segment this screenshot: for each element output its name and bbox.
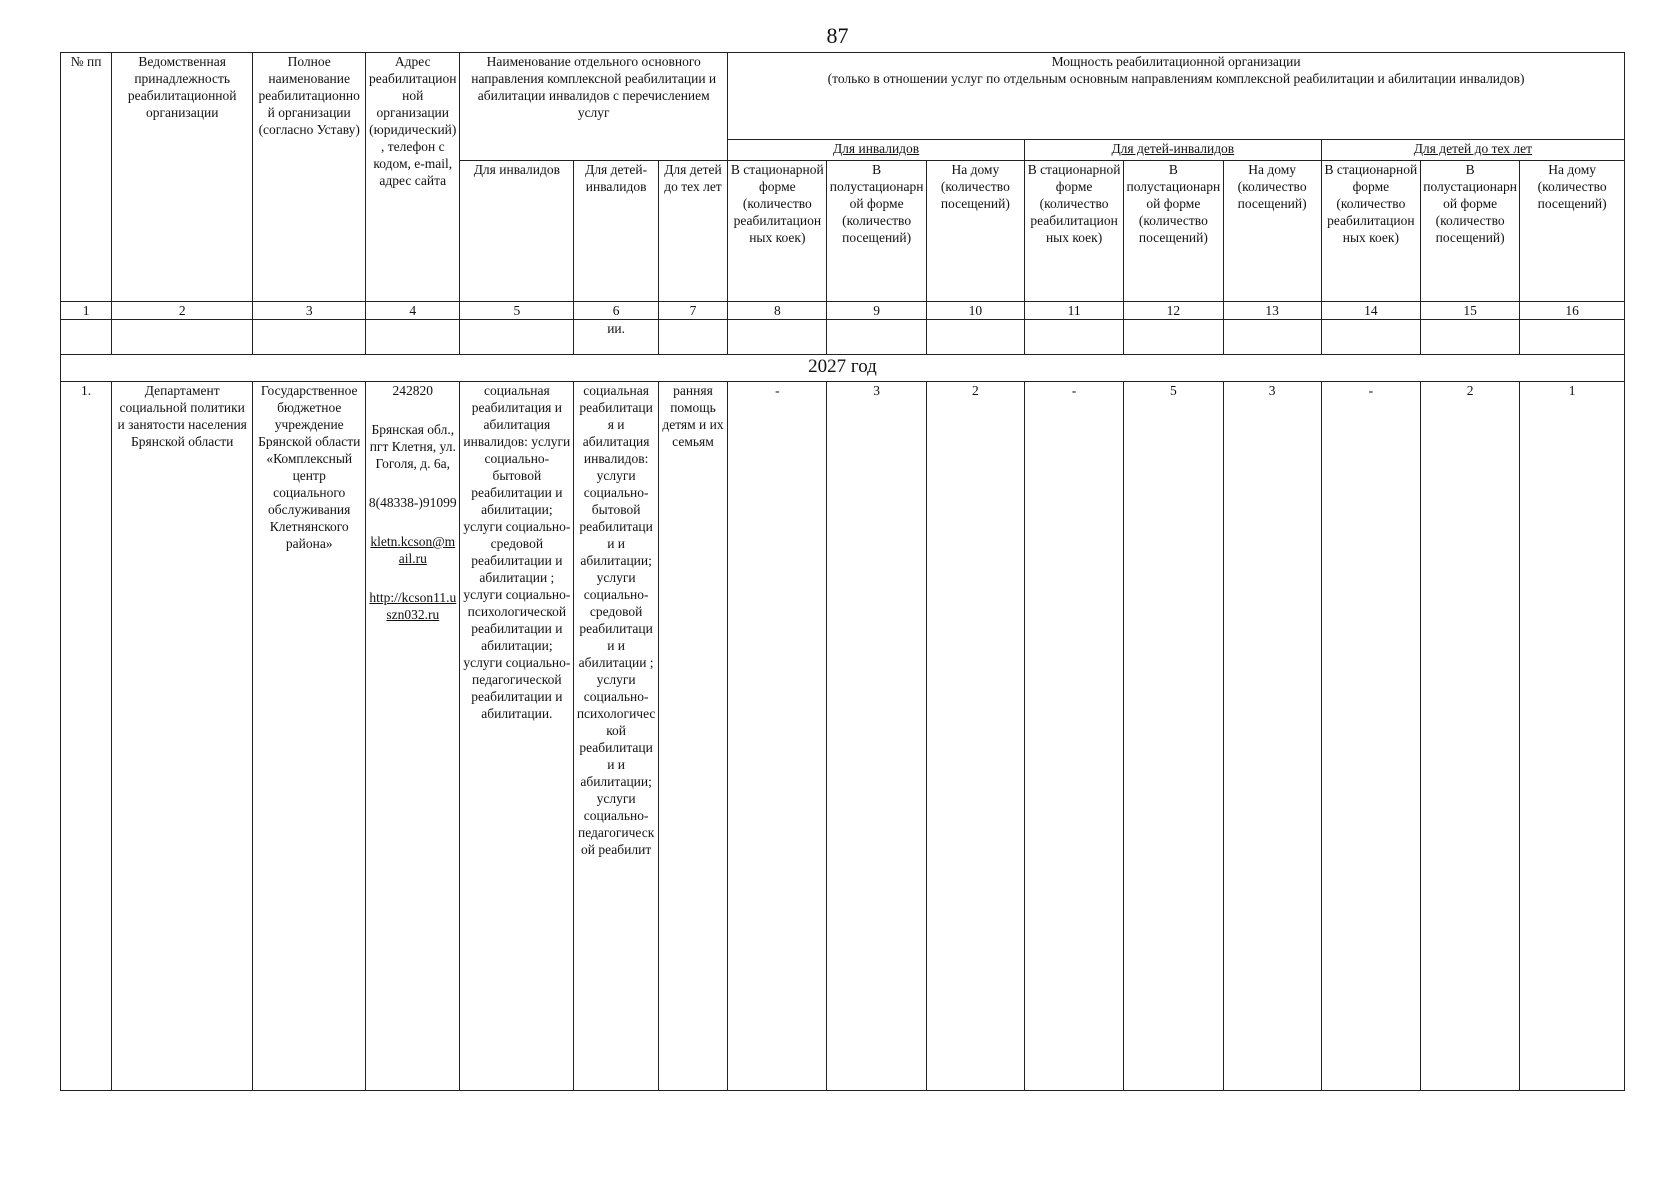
carryover-row bbox=[61, 320, 1625, 355]
group-disabled-children: Для детей-инвалидов bbox=[1024, 140, 1321, 161]
rehab-organizations-table bbox=[60, 52, 1625, 1091]
form-semi-stationary: В полустационарной форме (количество посещений) bbox=[1124, 161, 1223, 302]
column-number: 15 bbox=[1421, 302, 1520, 320]
capacity-young-children-semi-stationary: 2 bbox=[1421, 382, 1520, 1091]
capacity-young-children-home: 1 bbox=[1520, 382, 1625, 1091]
column-number: 11 bbox=[1024, 302, 1123, 320]
header-capacity-note: (только в отношении услуг по отдельным основным направлениям комплексной реабилитации и абилитации инвалидов) bbox=[827, 71, 1525, 86]
capacity-disabled-children-home: 3 bbox=[1223, 382, 1321, 1091]
header-capacity-title: Мощность реабилитационной организации bbox=[1051, 54, 1301, 69]
row-address bbox=[366, 382, 460, 1091]
column-number: 14 bbox=[1321, 302, 1420, 320]
column-number: 7 bbox=[658, 302, 727, 320]
column-number-row bbox=[61, 302, 1625, 320]
email-link[interactable]: kletn.kcson@mail.ru bbox=[370, 534, 456, 566]
capacity-adults-home: 2 bbox=[926, 382, 1024, 1091]
capacity-young-children-stationary: - bbox=[1321, 382, 1420, 1091]
form-home: На дому (количество посещений) bbox=[1520, 161, 1625, 302]
group-young-children: Для детей до тех лет bbox=[1321, 140, 1624, 161]
direction-adults: Для инвалидов bbox=[460, 161, 574, 302]
header-affiliation: Ведомственная принадлежность реабилитационной организации bbox=[112, 53, 253, 302]
address-postcode: 242820 bbox=[392, 383, 434, 398]
header-direction: Наименование отдельного основного направления комплексной реабилитации и абилитации инвалидов с перечислением услуг bbox=[460, 53, 728, 161]
capacity-disabled-children-stationary: - bbox=[1024, 382, 1123, 1091]
direction-young-children: Для детей до тех лет bbox=[658, 161, 727, 302]
header-num: № пп bbox=[61, 53, 112, 302]
form-stationary: В стационарной форме (количество реабилитационных коек) bbox=[1321, 161, 1420, 302]
form-stationary: В стационарной форме (количество реабилитационных коек) bbox=[728, 161, 827, 302]
column-number: 10 bbox=[926, 302, 1024, 320]
form-home: На дому (количество посещений) bbox=[926, 161, 1024, 302]
form-stationary: В стационарной форме (количество реабилитационных коек) bbox=[1024, 161, 1123, 302]
carryover-text: ии. bbox=[574, 320, 658, 355]
column-number: 1 bbox=[61, 302, 112, 320]
column-number: 12 bbox=[1124, 302, 1223, 320]
column-number: 4 bbox=[366, 302, 460, 320]
capacity-adults-semi-stationary: 3 bbox=[827, 382, 926, 1091]
column-number: 2 bbox=[112, 302, 253, 320]
row-full-name: Государственное бюджетное учреждение Брянской области «Комплексный центр социального обслуживания Клетнянского района» bbox=[253, 382, 366, 1091]
header-capacity bbox=[728, 53, 1625, 140]
page-number: 87 bbox=[826, 23, 849, 48]
form-semi-stationary: В полустационарной форме (количество посещений) bbox=[1421, 161, 1520, 302]
column-number: 8 bbox=[728, 302, 827, 320]
header-address: Адрес реабилитационной организации (юридический), телефон с кодом, e-mail, адрес сайта bbox=[366, 53, 460, 302]
direction-disabled-children: Для детей-инвалидов bbox=[574, 161, 658, 302]
column-number: 3 bbox=[253, 302, 366, 320]
column-number: 5 bbox=[460, 302, 574, 320]
header-full-name: Полное наименование реабилитационной организации (согласно Уставу) bbox=[253, 53, 366, 302]
column-number: 6 bbox=[574, 302, 658, 320]
row-services-adults: социальная реабилитация и абилитация инвалидов: услуги социально-бытовой реабилитации и абилитации; услуги социально-средовой реабилитации и абилитации ; услуги социально-психологической реабилитации и абилитации; услуги социально-педагогической реабилитации и абилитации. bbox=[460, 382, 574, 1091]
column-number: 9 bbox=[827, 302, 926, 320]
form-semi-stationary: В полустационарной форме (количество посещений) bbox=[827, 161, 926, 302]
column-number: 13 bbox=[1223, 302, 1321, 320]
table-row bbox=[61, 382, 1625, 1091]
address-phone: 8(48338-)91099 bbox=[368, 495, 457, 510]
row-services-early-help: ранняя помощь детям и их семьям bbox=[658, 382, 727, 1091]
group-adults: Для инвалидов bbox=[728, 140, 1025, 161]
row-number: 1. bbox=[61, 382, 112, 1091]
website-link[interactable]: http://kcson11.uszn032.ru bbox=[369, 590, 457, 622]
row-affiliation: Департамент социальной политики и занятости населения Брянской области bbox=[112, 382, 253, 1091]
row-services-disabled-children: социальная реабилитация и абилитация инвалидов: услуги социально-бытовой реабилитации и абилитации; услуги социально-средовой реабилитации и абилитации ; услуги социально-психологической реабилитации и абилитации; услуги социально-педагогической реабилит bbox=[574, 382, 658, 1091]
capacity-disabled-children-semi-stationary: 5 bbox=[1124, 382, 1223, 1091]
form-home: На дому (количество посещений) bbox=[1223, 161, 1321, 302]
capacity-adults-stationary: - bbox=[728, 382, 827, 1091]
address-location: Брянская обл., пгт Клетня, ул. Гоголя, д. 6а, bbox=[369, 422, 456, 471]
year-heading: 2027 год bbox=[61, 355, 1625, 382]
column-number: 16 bbox=[1520, 302, 1625, 320]
